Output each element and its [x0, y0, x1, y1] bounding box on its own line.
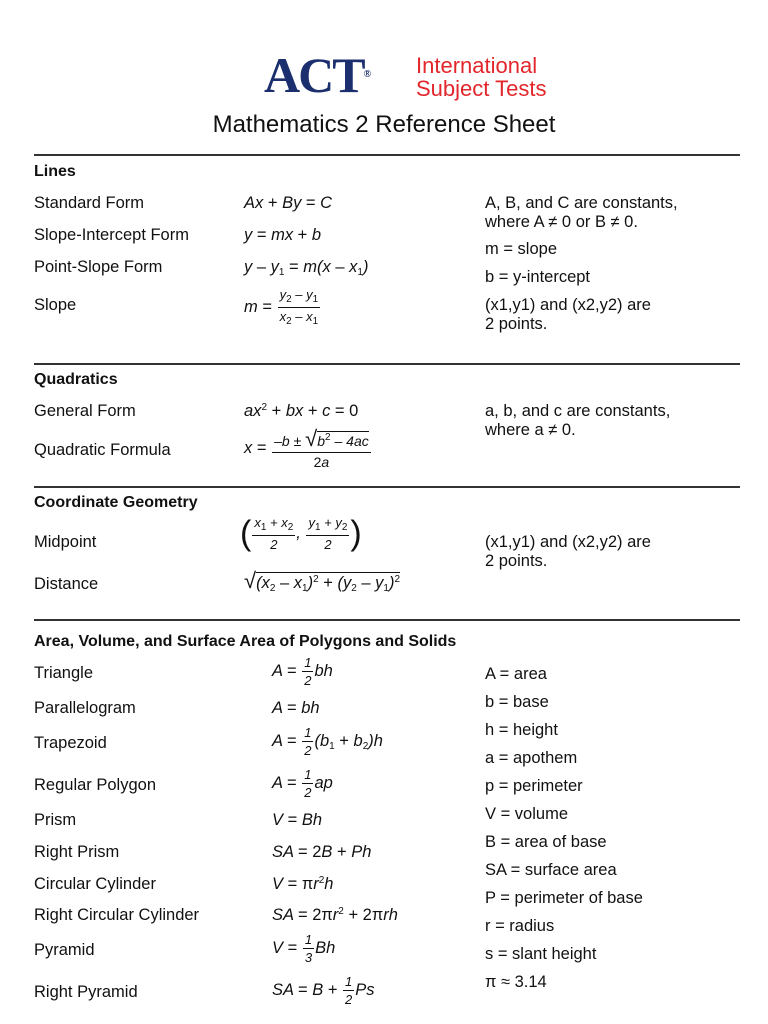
- legend-volume: V = volume: [485, 805, 568, 823]
- legend-surface-area: SA = surface area: [485, 861, 617, 879]
- label-quadratic-formula: Quadratic Formula: [34, 441, 171, 459]
- formula-pyramid: V = $\frac{1}{3}$ Bh: [272, 932, 336, 965]
- label-trapezoid: Trapezoid: [34, 734, 107, 752]
- note-y-intercept: b = y-intercept: [485, 268, 591, 286]
- label-midpoint: Midpoint: [34, 533, 97, 551]
- formula-trapezoid: A = $\frac{1}{2}$ $(b_1 + b_2)h$: [272, 725, 383, 758]
- section-heading-lines: Lines: [34, 163, 76, 180]
- note-two-points-line2: 2 points.: [485, 315, 548, 333]
- act-logo: [264, 47, 372, 103]
- label-standard-form: Standard Form: [34, 194, 145, 212]
- note-quadratic-constants: [485, 402, 670, 440]
- legend-pi: π ≈ 3.14: [485, 973, 547, 991]
- note-coordinate-line1: (x1,y1) and (x2,y2) are: [485, 533, 651, 551]
- formula-right-circular-cylinder: SA = $2\pi r^2 + 2\pi rh$: [272, 906, 398, 924]
- legend-radius: r = radius: [485, 917, 555, 935]
- section-heading-quadratics: Quadratics: [34, 371, 118, 388]
- legend-perimeter: p = perimeter: [485, 777, 583, 795]
- legend-area: A = area: [485, 665, 547, 683]
- label-triangle: Triangle: [34, 664, 93, 682]
- note-constants-line2: where A ≠ 0 or B ≠ 0.: [485, 213, 638, 231]
- legend-base: b = base: [485, 693, 549, 711]
- section-heading-coordinate-geometry: Coordinate Geometry: [34, 494, 198, 511]
- label-regular-polygon: Regular Polygon: [34, 776, 156, 794]
- formula-quadratic: x = $\frac{-b \pm √b^2 - 4ac}{2a}$: [244, 426, 369, 470]
- formula-right-prism: SA = 2B + Ph: [272, 843, 372, 861]
- formula-distance: $√(x_2 - x_1)^2 + (y_2 - y_1)^2$: [244, 568, 401, 594]
- formula-parallelogram: A = bh: [272, 699, 320, 717]
- section-divider: [34, 619, 740, 621]
- label-circular-cylinder: Circular Cylinder: [34, 875, 156, 893]
- note-two-points: [485, 296, 651, 334]
- label-point-slope-form: Point-Slope Form: [34, 258, 163, 276]
- legend-apothem: a = apothem: [485, 749, 578, 767]
- note-quadratic-line1: a, b, and c are constants,: [485, 402, 671, 420]
- label-general-form: General Form: [34, 402, 136, 420]
- note-two-points-line1: (x1,y1) and (x2,y2) are: [485, 296, 651, 314]
- note-quadratic-line2: where a ≠ 0.: [485, 421, 576, 439]
- note-constants-line1: A, B, and C are constants,: [485, 194, 678, 212]
- formula-right-pyramid: SA = B + $\frac{1}{2}$ Ps: [272, 974, 375, 1007]
- legend-height: h = height: [485, 721, 558, 739]
- note-coordinate-line2: 2 points.: [485, 552, 548, 570]
- formula-standard-form: Ax + By = C: [244, 194, 333, 212]
- section-heading-area-volume: Area, Volume, and Surface Area of Polygons and Solids: [34, 633, 457, 650]
- formula-triangle: A = $\frac{1}{2}$ bh: [272, 655, 333, 688]
- label-parallelogram: Parallelogram: [34, 699, 136, 717]
- section-divider: [34, 363, 740, 365]
- legend-area-of-base: B = area of base: [485, 833, 607, 851]
- formula-circular-cylinder: $V = \pi r^2h$: [272, 875, 334, 893]
- formula-slope: m = $\frac{y_2 - y_1}{x_2 - x_1}$: [244, 287, 319, 327]
- logo-act-text: ACT: [264, 47, 364, 103]
- formula-general-form: $ax^2$ + bx + c = 0: [244, 402, 359, 420]
- formula-slope-intercept: y = mx + b: [244, 226, 322, 244]
- label-right-circular-cylinder: Right Circular Cylinder: [34, 906, 200, 924]
- note-coordinate-points: [485, 533, 651, 571]
- logo-subtitle: [416, 54, 546, 100]
- label-slope: Slope: [34, 296, 77, 314]
- label-prism: Prism: [34, 811, 77, 829]
- note-constants: [485, 194, 678, 232]
- section-divider: [34, 486, 740, 488]
- logo-registered-mark: ®: [363, 69, 372, 80]
- section-divider: [34, 154, 740, 156]
- label-right-pyramid: Right Pyramid: [34, 983, 138, 1001]
- note-slope: m = slope: [485, 240, 557, 258]
- legend-perimeter-of-base: P = perimeter of base: [485, 889, 643, 907]
- formula-regular-polygon: A = $\frac{1}{2}$ ap: [272, 767, 333, 800]
- logo-line-1: International: [416, 53, 538, 78]
- formula-midpoint: ( $\frac{x_1 + x_2}{2}$ , $\frac{y_1 + y_2}{2}$ ): [240, 514, 362, 553]
- label-pyramid: Pyramid: [34, 941, 95, 959]
- formula-prism: V = Bh: [272, 811, 323, 829]
- label-right-prism: Right Prism: [34, 843, 120, 861]
- label-slope-intercept-form: Slope-Intercept Form: [34, 226, 189, 244]
- label-distance: Distance: [34, 575, 99, 593]
- legend-slant-height: s = slant height: [485, 945, 597, 963]
- page-title: Mathematics 2 Reference Sheet: [212, 111, 556, 138]
- logo-line-2: Subject Tests: [416, 76, 547, 101]
- formula-point-slope: $y - y_1 = m(x - x_1)$: [244, 258, 369, 278]
